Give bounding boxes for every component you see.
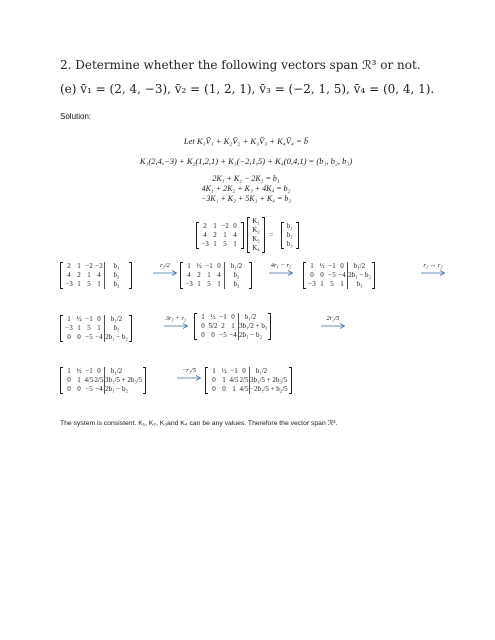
matrix-cell: 1 [213,239,217,248]
matrix-cell: 1 [187,262,191,270]
matrix-cell: −2 [85,262,93,270]
column-cell: b₂ [286,230,293,239]
problem-part-e: (e) v̄₁ = (2, 4, −3), v̄₂ = (1, 2, 1), v̄₃ = (−2, 1, 5), v̄₄ = (0, 4, 1). [60,82,435,96]
matrix-cell: ½ [76,367,82,375]
matrix-cell: ½ [319,262,325,270]
augmented-matrix-step-7 [205,367,292,394]
matrix-cell: 1 [232,385,236,393]
rhs-cell: 3b₁/5 + 2b₃/5 [250,376,288,384]
rhs-cell: b₃ [224,280,248,289]
matrix-cell: 0 [212,376,216,384]
rhs-cell: 2b₁ − b₂ [105,333,128,341]
matrix-cell: 1 [233,239,237,248]
matrix-cell: −1 [328,262,336,270]
rhs-cell: b₂ [104,271,128,280]
matrix-cell: 5 [87,280,91,288]
matrix-cell: 2/5 [94,376,104,384]
matrix-cell: 1 [222,376,226,384]
matrix-row [64,367,142,376]
rhs-cell: b₁/2 [104,315,128,324]
matrix-cell: 5 [87,324,91,332]
right-arrow-icon [420,270,446,276]
row-op-5 [320,315,346,329]
matrix-cell: 4 [187,271,191,279]
right-arrow-icon [268,270,294,276]
column-row [285,240,295,249]
row-op-label: −r₃/5 [181,367,197,374]
matrix-rows [199,222,241,249]
matrix-cell: −3 [308,280,316,288]
matrix-row [64,280,128,289]
matrix-cell: 2 [197,271,201,279]
column-cell: b₁ [286,221,293,230]
column-cell: K₁ [252,217,260,225]
rhs-cell: 2b₁ − b₂ [239,331,262,339]
matrix-cell: 0 [97,315,101,323]
rhs-cell: b₁/2 [238,313,262,322]
row-op-3 [420,262,446,276]
solution-label: Solution: [60,112,92,121]
rhs-cell: b₁ [104,262,128,271]
matrix-row [184,262,248,271]
matrix-cell: ½ [210,313,216,321]
matrix-cell: 1 [231,322,235,330]
matrix-cell: 4/5 [239,385,249,393]
right-bracket [262,217,265,253]
row-op-label: 4r₁ − r₂ [270,262,292,269]
matrix-cell: 0 [211,331,215,339]
matrix-cell: −2 [95,262,103,270]
matrix-cell: 0 [67,333,71,341]
column-row [285,222,295,231]
matrix-cell: −1 [230,367,238,375]
matrix-cell: 1 [340,280,344,288]
matrix-cell: 1 [77,324,81,332]
matrix-cell: −5 [219,331,227,339]
matrix-cell: 0 [217,262,221,270]
matrix-cell: 1 [310,262,314,270]
row-op-label: r₂ ↔ r₂ [423,262,443,269]
matrix-cell: 1 [67,315,71,323]
row-op-label: r₁/2 [160,262,170,269]
right-bracket [143,367,146,394]
matrix-cell: 4 [97,271,101,279]
right-bracket [249,262,252,289]
matrix-cell: 0 [340,262,344,270]
augmented-matrix-step-5 [194,313,271,340]
matrix-cell: 5 [223,239,227,248]
rhs-cell: 3b₁/2 + b₃ [239,322,268,330]
augmented-matrix-step-4 [60,315,132,342]
rhs-cell: b₁/2 [347,262,371,271]
right-arrow-icon [320,323,346,329]
system-eq-2: 4K₁ + 2K₂ + K₃ + 4K₄ = b₂ [201,184,291,193]
matrix-cell: ½ [76,315,82,323]
matrix-cell: 4 [203,230,207,239]
column-cell: K₂ [252,226,260,234]
right-arrow-icon [152,270,178,276]
matrix-cell: 0 [242,367,246,375]
matrix-rows [63,262,129,289]
matrix-row [307,271,371,280]
matrix-cell: 2 [221,322,225,330]
matrix-cell: 5 [330,280,334,288]
rhs-cell: b₁/2 [104,367,128,376]
matrix-cell: 0 [201,322,205,330]
matrix-cell: 1 [213,221,217,230]
column-row [285,231,295,240]
matrix-cell: 0 [77,333,81,341]
matrix-cell: −4 [338,271,346,279]
equals-sign: = [269,231,274,239]
augmented-matrix-step-2 [180,262,252,289]
matrix-row [184,271,248,280]
row-op-label: 2r₂/5 [326,315,340,322]
matrix-rows [63,315,129,342]
matrix-row [200,240,240,249]
matrix-cell: −5 [85,333,93,341]
row-op-6 [176,367,202,381]
matrix-cell: 0 [97,367,101,375]
matrix-row [64,262,128,271]
matrix-cell: 1 [217,280,221,288]
matrix-row [307,262,371,271]
rhs-cell: 2b₁ − b₂ [348,271,371,279]
right-bracket [372,262,375,289]
matrix-rows [183,262,249,289]
matrix-row [64,376,142,385]
conclusion-text: The system is consistent. K₁, K₂, K₃and K₄ can be any values. Therefore the vector span ℛ³. [60,420,338,427]
matrix-row [64,333,128,342]
matrix-rows [197,313,268,340]
matrix-row [184,280,248,289]
matrix-cell: −1 [205,262,213,270]
matrix-row [64,271,128,280]
matrix-cell: 0 [67,376,71,384]
right-bracket [296,222,299,249]
matrix-cell: 2 [67,262,71,270]
augmented-matrix-step-6 [60,367,146,394]
matrix-cell: 1 [77,376,81,384]
rhs-cell: b₂ [224,271,248,280]
matrix-cell: 0 [201,331,205,339]
matrix-cell: 4/5 [229,376,239,384]
rhs-cell: b₁/2 [224,262,248,271]
matrix [196,222,244,249]
matrix-cell: −1 [85,367,93,375]
matrix-cell: 0 [233,221,237,230]
matrix-cell: 0 [231,313,235,321]
matrix-cell: 2 [77,271,81,279]
linear-system [201,174,291,204]
matrix-cell: 4 [67,271,71,279]
matrix-cell: 5/2 [208,322,218,330]
augmented-matrix-step-1 [60,262,132,289]
problem-statement: 2. Determine whether the following vectors span ℛ³ or not. [60,58,421,72]
matrix-cell: 2 [213,230,217,239]
rhs-cell: −2b₁/5 + b₂/5 [250,385,288,393]
matrix-cell: 2/5 [239,376,249,384]
let-equation: Let K₁V̄₁ + K₂V̄₂ + K₃V̄₃ + K₄V̄₄ = b̄ [183,136,309,146]
matrix-cell: −3 [201,239,209,248]
matrix-cell: −1 [85,315,93,323]
matrix-cell: 0 [222,385,226,393]
right-bracket [129,315,132,342]
matrix-cell: −5 [85,385,93,393]
system-eq-1: 2K₁ + K₂ − 2K₃ = b₁ [212,174,280,183]
matrix-cell: −5 [328,271,336,279]
matrix-row [209,385,288,394]
right-bracket [289,367,292,394]
matrix-cell: 0 [320,271,324,279]
matrix-row [64,385,142,394]
column-cell: K₃ [252,235,260,243]
row-op-2 [268,262,294,276]
right-arrow-icon [163,323,189,329]
column-cell: K₄ [252,244,260,252]
rhs-vector [281,222,299,249]
matrix-cell: 4/5 [84,376,94,384]
matrix-cell: 0 [310,271,314,279]
matrix-cell: 1 [223,230,227,239]
matrix-row [209,376,288,385]
matrix-cell: 4 [217,271,221,279]
matrix [60,262,132,289]
matrix-cell: 1 [77,280,81,288]
matrix-row [209,367,288,376]
right-bracket [129,262,132,289]
combination-equation: K₁(2,4,−3) + K₂(1,2,1) + K₃(−2,1,5) + K₄(0,4,1) = (b₁, b₂, b₃) [139,156,353,166]
matrix [180,262,252,289]
matrix-cell: 1 [212,367,216,375]
matrix-cell: −3 [65,324,73,332]
matrix [303,262,375,289]
matrix-rows [306,262,372,289]
matrix [205,367,292,394]
matrix-cell: −4 [229,331,237,339]
column-cell: b₃ [286,239,293,248]
matrix-cell: 1 [87,271,91,279]
matrix-cell: 1 [207,271,211,279]
matrix-cell: 0 [212,385,216,393]
column-rows [284,222,296,249]
column-row [251,235,261,244]
matrix-cell: 4 [233,230,237,239]
matrix-cell: 0 [77,385,81,393]
rhs-cell: b₃ [104,280,128,289]
matrix [60,315,132,342]
unknown-vector [247,217,265,253]
matrix-cell: 5 [207,280,211,288]
matrix-cell: −3 [65,280,73,288]
matrix-equation [196,217,299,253]
matrix-cell: −2 [221,221,229,230]
matrix [194,313,271,340]
rhs-cell: 2b₁ − b₂ [105,385,128,393]
row-op-4 [163,315,189,329]
row-op-label: 3r₁ + r₂ [165,315,187,322]
right-bracket [268,313,271,340]
rhs-cell: b₃ [104,324,128,333]
matrix-rows [63,367,143,394]
matrix-row [198,331,267,340]
matrix-cell: ½ [196,262,202,270]
matrix-cell: 1 [320,280,324,288]
matrix-cell: 1 [97,324,101,332]
right-arrow-icon [176,375,202,381]
matrix-cell: −4 [95,333,103,341]
matrix-row [200,222,240,231]
matrix-row [198,322,267,331]
matrix-row [200,231,240,240]
matrix-cell: −1 [219,313,227,321]
matrix-cell: ½ [221,367,227,375]
right-bracket [241,222,244,249]
matrix-cell: 1 [67,367,71,375]
matrix-row [64,324,128,333]
matrix-cell: 1 [97,280,101,288]
column-row [251,244,261,253]
column-row [251,217,261,226]
matrix-rows [208,367,289,394]
matrix-row [198,313,267,322]
matrix-row [307,280,371,289]
column-rows [250,217,262,253]
matrix-cell: 0 [67,385,71,393]
matrix [60,367,146,394]
row-op-1 [152,262,178,276]
matrix-cell: 1 [201,313,205,321]
system-eq-3: −3K₁ + K₂ + 5K₃ + K₄ = b₃ [200,194,292,203]
matrix-cell: −3 [185,280,193,288]
matrix-row [64,315,128,324]
rhs-cell: 3b₁/5 + 2b₃/5 [105,376,143,384]
augmented-matrix-step-3 [303,262,375,289]
matrix-cell: 1 [77,262,81,270]
matrix-cell: 1 [197,280,201,288]
matrix-cell: −4 [95,385,103,393]
rhs-cell: b₃ [347,280,371,289]
column-row [251,226,261,235]
matrix-cell: 2 [203,221,207,230]
rhs-cell: b₁/2 [249,367,273,376]
